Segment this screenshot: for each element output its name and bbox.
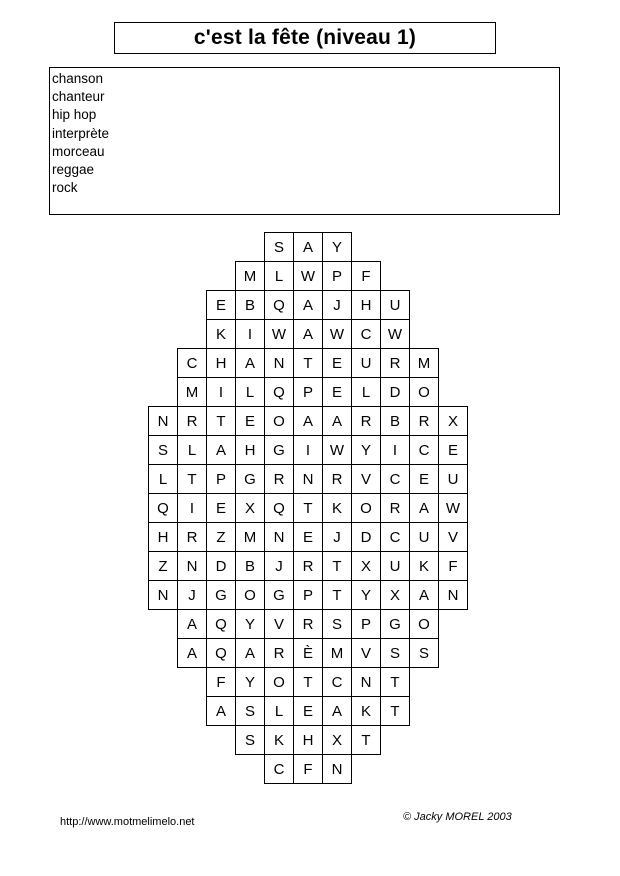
grid-cell: Y (235, 667, 265, 697)
grid-cell: W (322, 435, 352, 465)
grid-cell: J (322, 522, 352, 552)
grid-cell: Z (148, 551, 178, 581)
grid-cell: C (380, 522, 410, 552)
grid-cell: A (235, 638, 265, 668)
grid-cell: V (438, 522, 468, 552)
grid-cell: A (322, 696, 352, 726)
grid-cell: M (177, 377, 207, 407)
grid-cell: K (351, 696, 381, 726)
grid-cell: E (322, 377, 352, 407)
grid-cell: R (264, 464, 294, 494)
word-list-item: rock (52, 180, 78, 196)
grid-cell: P (322, 261, 352, 291)
word-list-item: chanteur (52, 89, 105, 105)
grid-cell: K (409, 551, 439, 581)
grid-cell: B (380, 406, 410, 436)
grid-cell: H (148, 522, 178, 552)
grid-cell: A (293, 232, 323, 262)
grid-cell: H (235, 435, 265, 465)
grid-cell: Y (322, 232, 352, 262)
grid-cell: R (322, 464, 352, 494)
grid-cell: M (322, 638, 352, 668)
grid-cell: N (148, 406, 178, 436)
grid-cell: I (293, 435, 323, 465)
grid-cell: T (177, 464, 207, 494)
grid-cell: X (438, 406, 468, 436)
grid-cell: O (409, 377, 439, 407)
grid-cell: W (380, 319, 410, 349)
grid-cell: U (380, 290, 410, 320)
grid-cell: R (409, 406, 439, 436)
grid-cell: X (235, 493, 265, 523)
grid-cell: G (264, 580, 294, 610)
grid-cell: S (322, 609, 352, 639)
grid-cell: U (409, 522, 439, 552)
grid-cell: O (264, 667, 294, 697)
grid-cell: E (293, 522, 323, 552)
word-list-item: hip hop (52, 107, 97, 123)
grid-cell: W (293, 261, 323, 291)
grid-cell: A (206, 435, 236, 465)
grid-cell: X (322, 725, 352, 755)
grid-cell: X (380, 580, 410, 610)
grid-cell: G (235, 464, 265, 494)
grid-cell: X (351, 551, 381, 581)
grid-cell: W (322, 319, 352, 349)
grid-cell: T (322, 580, 352, 610)
grid-cell: O (409, 609, 439, 639)
grid-cell: K (264, 725, 294, 755)
grid-cell: P (293, 377, 323, 407)
grid-cell: J (177, 580, 207, 610)
grid-cell: S (148, 435, 178, 465)
grid-cell: C (177, 348, 207, 378)
footer-copyright: © Jacky MOREL 2003 (403, 811, 512, 823)
grid-cell: E (206, 290, 236, 320)
grid-cell: D (380, 377, 410, 407)
grid-cell: U (351, 348, 381, 378)
grid-cell: R (380, 493, 410, 523)
grid-cell: N (264, 348, 294, 378)
grid-cell: V (264, 609, 294, 639)
grid-cell: T (322, 551, 352, 581)
grid-cell: D (206, 551, 236, 581)
grid-cell: G (380, 609, 410, 639)
grid-cell: I (380, 435, 410, 465)
grid-cell: Y (351, 580, 381, 610)
word-list-item: morceau (52, 143, 105, 159)
grid-cell: Y (351, 435, 381, 465)
grid-cell: L (264, 261, 294, 291)
grid-cell: Q (264, 493, 294, 523)
grid-cell: T (206, 406, 236, 436)
grid-cell: A (177, 609, 207, 639)
grid-cell: S (380, 638, 410, 668)
grid-cell: F (438, 551, 468, 581)
grid-cell: P (293, 580, 323, 610)
grid-cell: F (293, 754, 323, 784)
grid-cell: N (438, 580, 468, 610)
word-list-item: interprète (52, 125, 110, 141)
grid-cell: O (235, 580, 265, 610)
grid-cell: Q (148, 493, 178, 523)
grid-cell: A (293, 406, 323, 436)
grid-cell: L (235, 377, 265, 407)
grid-cell: T (380, 696, 410, 726)
grid-cell: S (235, 725, 265, 755)
grid-cell: R (293, 609, 323, 639)
grid-cell: C (409, 435, 439, 465)
grid-cell: C (380, 464, 410, 494)
grid-cell: G (264, 435, 294, 465)
grid-cell: F (206, 667, 236, 697)
grid-cell: B (235, 290, 265, 320)
grid-cell: V (351, 638, 381, 668)
grid-cell: Z (206, 522, 236, 552)
grid-cell: A (293, 319, 323, 349)
grid-cell: T (351, 725, 381, 755)
grid-cell: A (322, 406, 352, 436)
grid-cell: L (351, 377, 381, 407)
grid-cell: J (264, 551, 294, 581)
grid-cell: I (235, 319, 265, 349)
grid-cell: G (206, 580, 236, 610)
grid-cell: P (206, 464, 236, 494)
grid-cell: R (177, 406, 207, 436)
grid-cell: K (322, 493, 352, 523)
grid-cell: P (351, 609, 381, 639)
grid-cell: R (264, 638, 294, 668)
footer-url[interactable]: http://www.motmelimelo.net (60, 816, 195, 828)
grid-cell: C (351, 319, 381, 349)
grid-cell: H (293, 725, 323, 755)
grid-cell: W (264, 319, 294, 349)
grid-cell: A (293, 290, 323, 320)
grid-cell: R (293, 551, 323, 581)
grid-cell: M (409, 348, 439, 378)
grid-cell: T (293, 493, 323, 523)
word-list-item: reggae (52, 162, 95, 178)
grid-cell: A (409, 580, 439, 610)
grid-cell: E (293, 696, 323, 726)
grid-cell: L (148, 464, 178, 494)
grid-cell: I (177, 493, 207, 523)
grid-cell: M (235, 261, 265, 291)
grid-cell: E (322, 348, 352, 378)
grid-cell: A (206, 696, 236, 726)
grid-cell: T (293, 667, 323, 697)
grid-cell: N (351, 667, 381, 697)
grid-cell: L (177, 435, 207, 465)
grid-cell: Y (235, 609, 265, 639)
grid-cell: R (177, 522, 207, 552)
grid-cell: E (438, 435, 468, 465)
grid-cell: N (264, 522, 294, 552)
grid-cell: H (206, 348, 236, 378)
grid-cell: E (206, 493, 236, 523)
grid-cell: N (322, 754, 352, 784)
grid-cell: B (235, 551, 265, 581)
grid-cell: R (351, 406, 381, 436)
grid-cell: N (148, 580, 178, 610)
grid-cell: S (235, 696, 265, 726)
grid-cell: C (322, 667, 352, 697)
grid-cell: È (293, 638, 323, 668)
grid-cell: N (293, 464, 323, 494)
puzzle-title-text: c'est la fête (niveau 1) (193, 26, 417, 49)
grid-cell: S (264, 232, 294, 262)
grid-cell: N (177, 551, 207, 581)
grid-cell: K (206, 319, 236, 349)
grid-cell: T (293, 348, 323, 378)
grid-cell: Q (206, 609, 236, 639)
word-list-item: chanson (52, 71, 104, 86)
grid-cell: T (380, 667, 410, 697)
grid-cell: V (351, 464, 381, 494)
grid-cell: R (380, 348, 410, 378)
grid-cell: Q (206, 638, 236, 668)
grid-cell: W (438, 493, 468, 523)
grid-cell: A (235, 348, 265, 378)
grid-cell: Q (264, 290, 294, 320)
grid-cell: O (264, 406, 294, 436)
grid-cell: U (380, 551, 410, 581)
grid-cell: E (235, 406, 265, 436)
grid-cell: S (409, 638, 439, 668)
grid-cell: O (351, 493, 381, 523)
grid-cell: M (235, 522, 265, 552)
grid-cell: I (206, 377, 236, 407)
grid-cell: D (351, 522, 381, 552)
grid-cell: F (351, 261, 381, 291)
grid-cell: Q (264, 377, 294, 407)
grid-cell: A (177, 638, 207, 668)
grid-cell: C (264, 754, 294, 784)
grid-cell: A (409, 493, 439, 523)
grid-cell: L (264, 696, 294, 726)
grid-cell: H (351, 290, 381, 320)
grid-cell: J (322, 290, 352, 320)
grid-cell: E (409, 464, 439, 494)
grid-cell: U (438, 464, 468, 494)
